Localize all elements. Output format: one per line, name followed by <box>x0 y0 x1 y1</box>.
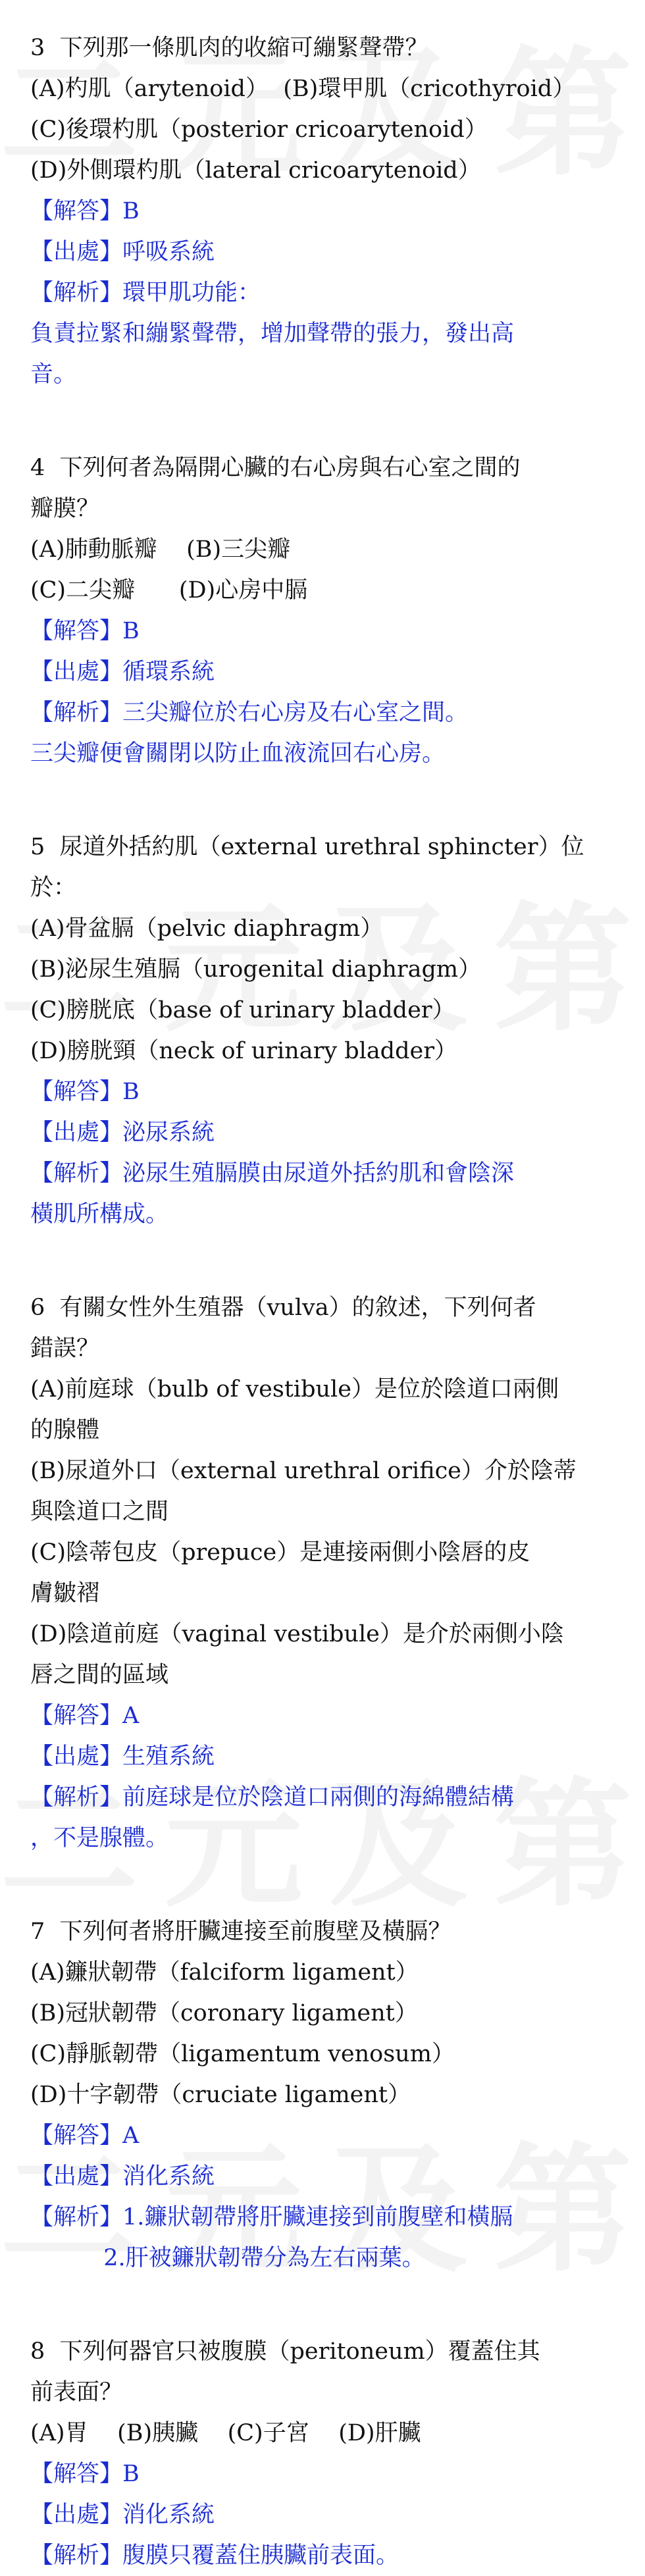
source-line-label: 【出處】 <box>30 1743 123 1770</box>
explanation-line <box>30 2535 623 2576</box>
source-line <box>30 652 623 692</box>
question-option: (D)陰道前庭（vaginal vestibule）是介於兩側小陰 <box>30 1621 564 1647</box>
source-line <box>30 2156 623 2197</box>
question-block <box>30 28 623 395</box>
question-block <box>30 2331 623 2576</box>
explanation-text: 2.肝被鐮狀韌帶分為左右兩葉。 <box>30 2245 425 2271</box>
explanation-line <box>30 354 623 395</box>
source-line-value: 生殖系統 <box>122 1743 215 1770</box>
question-option: (C)後環杓肌（posterior cricoarytenoid） <box>30 116 488 143</box>
question-option: 的腺體 <box>30 1417 100 1443</box>
question-stem: 錯誤？ <box>30 1335 100 1362</box>
question-block <box>30 1911 623 2279</box>
question-block <box>30 1287 623 1859</box>
explanation-label: 【解析】 <box>30 700 123 726</box>
source-line-label: 【出處】 <box>30 1120 123 1146</box>
answer-line-value: B <box>122 2461 140 2487</box>
question-option: (A)骨盆膈（pelvic diaphragm） <box>30 915 384 942</box>
question-stem: 前表面？ <box>30 2379 123 2406</box>
source-line <box>30 2494 623 2535</box>
explanation-text: 泌尿生殖膈膜由尿道外括約肌和會陰深 <box>122 1160 515 1187</box>
question-option: 與陰道口之間 <box>30 1499 169 1525</box>
question-option: 唇之間的區域 <box>30 1662 169 1688</box>
source-line-label: 【出處】 <box>30 239 123 265</box>
question-block <box>30 448 623 774</box>
answer-line-label: 【解答】 <box>30 1703 123 1729</box>
source-line-label: 【出處】 <box>30 2502 123 2528</box>
explanation-text: 三尖瓣便會關閉以防止血液流回右心房。 <box>30 740 446 767</box>
question-option: (C)靜脈韌帶（ligamentum venosum） <box>30 2041 455 2067</box>
explanation-line <box>30 733 623 774</box>
question-option: (C)二尖瓣 (D)心房中膈 <box>30 577 308 604</box>
question-option: (C)膀胱底（base of urinary bladder） <box>30 997 455 1023</box>
explanation-line <box>30 2238 623 2279</box>
answer-line-value: B <box>122 1079 140 1105</box>
source-line <box>30 232 623 272</box>
explanation-text: 1.鐮狀韌帶將肝臟連接到前腹壁和橫膈 <box>122 2204 513 2230</box>
answer-line <box>30 2454 623 2494</box>
explanation-line <box>30 272 623 313</box>
explanation-text: 環甲肌功能： <box>122 280 261 306</box>
answer-line-value: A <box>122 2123 140 2149</box>
explanation-line <box>30 313 623 354</box>
question-option: (B)尿道外口（external urethral orifice）介於陰蒂 <box>30 1458 577 1484</box>
question-option: (D)膀胱頸（neck of urinary bladder） <box>30 1038 457 1064</box>
question-stem: 6 有關女性外生殖器（vulva）的敘述，下列何者 <box>30 1295 536 1321</box>
explanation-line <box>30 1777 623 1818</box>
question-option: (B)冠狀韌帶（coronary ligament） <box>30 2000 418 2026</box>
question-option: (A)胃 (B)胰臟 (C)子宮 (D)肝臟 <box>30 2420 421 2446</box>
question-stem: 7 下列何者將肝臟連接至前腹壁及橫膈？ <box>30 1919 452 1945</box>
explanation-label: 【解析】 <box>30 280 123 306</box>
explanation-text: ，不是腺體。 <box>30 1825 169 1851</box>
question-option: (D)十字韌帶（cruciate ligament） <box>30 2082 411 2108</box>
question-stem: 於： <box>30 875 77 901</box>
answer-line <box>30 1071 623 1112</box>
question-option: 膚皺褶 <box>30 1580 100 1607</box>
question-option: (B)泌尿生殖膈（urogenital diaphragm） <box>30 956 482 983</box>
explanation-line <box>30 1818 623 1859</box>
question-option: (A)肺動脈瓣 (B)三尖瓣 <box>30 536 291 563</box>
answer-line-value: A <box>122 1703 140 1729</box>
question-stem: 瓣膜？ <box>30 496 100 522</box>
explanation-text: 腹膜只覆蓋住胰臟前表面。 <box>122 2542 400 2569</box>
explanation-label: 【解析】 <box>30 1160 123 1187</box>
question-stem: 3 下列那一條肌肉的收縮可繃緊聲帶？ <box>30 35 428 61</box>
source-line-value: 呼吸系統 <box>122 239 215 265</box>
explanation-line <box>30 692 623 733</box>
explanation-line <box>30 2197 623 2238</box>
question-option: (A)前庭球（bulb of vestibule）是位於陰道口兩側 <box>30 1376 559 1403</box>
answer-line <box>30 1695 623 1736</box>
answer-line-value: B <box>122 198 140 224</box>
answer-line-label: 【解答】 <box>30 198 123 224</box>
answer-line-label: 【解答】 <box>30 618 123 644</box>
explanation-line <box>30 1153 623 1194</box>
source-line <box>30 1736 623 1777</box>
explanation-text: 前庭球是位於陰道口兩側的海綿體結構 <box>122 1784 515 1811</box>
explanation-text: 橫肌所構成。 <box>30 1201 169 1227</box>
answer-line <box>30 2115 623 2156</box>
question-stem: 5 尿道外括約肌（external urethral sphincter）位 <box>30 834 584 860</box>
explanation-line <box>30 1194 623 1235</box>
explanation-text: 音。 <box>30 361 77 388</box>
source-line-value: 消化系統 <box>122 2163 215 2190</box>
question-option: (A)杓肌（arytenoid） (B)環甲肌（cricothyroid） <box>30 76 576 102</box>
answer-line-label: 【解答】 <box>30 2123 123 2149</box>
answer-line <box>30 191 623 232</box>
question-stem: 8 下列何器官只被腹膜（peritoneum）覆蓋住其 <box>30 2338 540 2365</box>
explanation-label: 【解析】 <box>30 1784 123 1811</box>
source-line-value: 循環系統 <box>122 659 215 685</box>
answer-line <box>30 611 623 652</box>
answer-line-value: B <box>122 618 140 644</box>
question-option: (A)鐮狀韌帶（falciform ligament） <box>30 1959 419 1986</box>
explanation-label: 【解析】 <box>30 2204 123 2230</box>
source-line <box>30 1112 623 1153</box>
explanation-text: 三尖瓣位於右心房及右心室之間。 <box>122 700 469 726</box>
question-block <box>30 827 623 1235</box>
explanation-label: 【解析】 <box>30 2542 123 2569</box>
source-line-label: 【出處】 <box>30 2163 123 2190</box>
question-option: (D)外側環杓肌（lateral cricoarytenoid） <box>30 157 481 184</box>
source-line-value: 泌尿系統 <box>122 1120 215 1146</box>
answer-line-label: 【解答】 <box>30 1079 123 1105</box>
source-line-value: 消化系統 <box>122 2502 215 2528</box>
question-stem: 4 下列何者為隔開心臟的右心房與右心室之間的 <box>30 455 521 481</box>
explanation-text: 負責拉緊和繃緊聲帶，增加聲帶的張力，發出高 <box>30 321 515 347</box>
question-option: (C)陰蒂包皮（prepuce）是連接兩側小陰唇的皮 <box>30 1539 530 1566</box>
source-line-label: 【出處】 <box>30 659 123 685</box>
answer-line-label: 【解答】 <box>30 2461 123 2487</box>
